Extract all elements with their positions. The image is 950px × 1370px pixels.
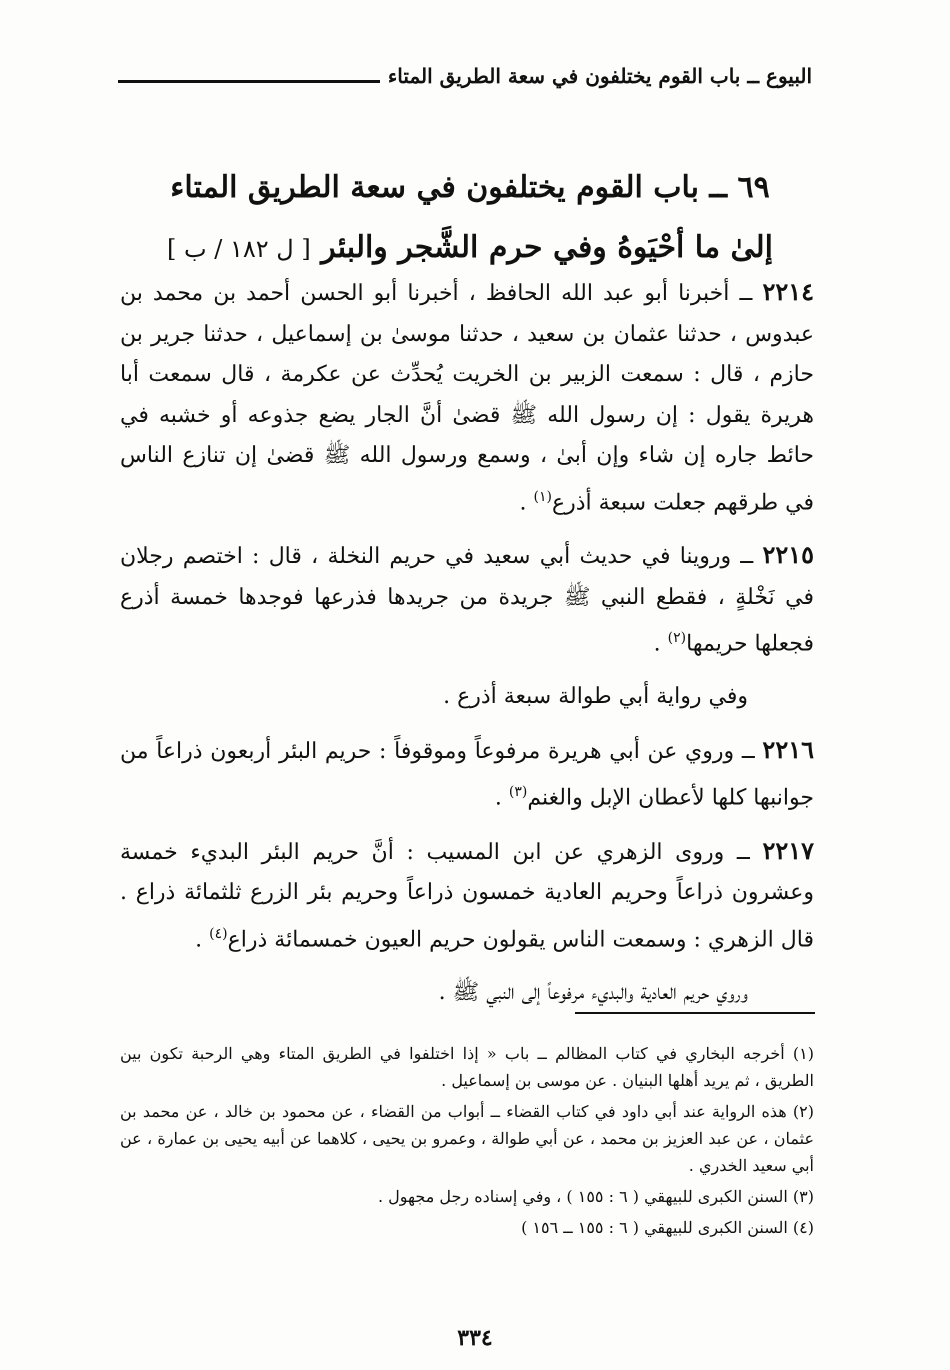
hadith-paragraph: ٢٢١٧ ــ وروى الزهري عن ابن المسيب : أنَّ حريم البئر البديء خمسة وعشرون ذراعاً وحريم العادية خمسون ذراعاً وحريم بئر الزرع ثلثمائة ذراع . قال الزهري : وسمعت الناس يقولون حريم العيون خمسمائة ذراع$^{(٤)}$ . — [120, 835, 814, 953]
hadith-number: ٢٢١٤ — [762, 277, 814, 306]
footnote-item: (٢) هذه الرواية عند أبي داود في كتاب القضاء ــ أبواب من القضاء ، عن محمود بن خالد ، عن محمد بن عثمان ، عن عبد العزيز بن محمد ، عن أبي طوالة ، وعمرو بن يحيى ، كلاهما عن أبيه يحيى بن عمارة ، عن أبي سعيد الخدري . — [120, 1102, 814, 1175]
narration-note: وفي رواية أبي طوالة سبعة أذرع . — [443, 684, 748, 710]
sentence-end: . — [195, 927, 210, 953]
running-header — [118, 58, 812, 94]
header-rule — [118, 80, 380, 83]
sentence-end: . — [653, 631, 668, 657]
hadith-number: ٢٢١٥ — [762, 540, 814, 570]
hadith-text: وروى الزهري عن ابن المسيب : أنَّ حريم البئر البديء خمسة وعشرون ذراعاً وحريم العادية خمسون ذراعاً وحريم بئر الزرع ثلثمائة ذراع . قال الزهري : وسمعت الناس يقولون حريم العيون خمسمائة ذراع — [120, 839, 814, 953]
hadith-paragraph: ٢٢١٥ ــ وروينا في حديث أبي سعيد في حريم النخلة ، قال : اختصم رجلان في نَخْلةٍ ، فقطع النبي ﷺ جريدة من جريدها فذرعها فوجدها خمسة أذرع فجعلها حريمها$^{(٢)}$ . — [120, 540, 814, 657]
chapter-title-line-2-text: إلىٰ ما أحْيَوهُ وفي حرم الشَّجر والبئر — [321, 230, 773, 265]
hadith-text: أخبرنا أبو عبد الله الحافظ ، أخبرنا أبو الحسن أحمد بن محمد بن عبدوس ، حدثنا عثمان بن سعيد ، حدثنا موسىٰ بن إسماعيل ، حدثنا جرير بن حازم ، قال : سمعت الزبير بن الخريت يُحدِّث عن عكرمة ، قال سمعت أبا هريرة يقول : إن رسول الله ﷺ قضىٰ أنَّ الجار يضع جذوعه أو خشبه في حائط جاره إن شاء وإن أبىٰ ، وسمع ورسول الله ﷺ قضىٰ إن تنازع الناس في طرقهم جعلت سبعة أذرع — [120, 281, 814, 515]
hadith-text: وروي عن أبي هريرة مرفوعاً وموقوفاً : حريم البئر أربعون ذراعاً من جوانبها كلها لأعطان الإبل والغنم — [120, 738, 814, 811]
footnote-marker: (٤) — [209, 925, 228, 942]
sentence-end: . — [519, 489, 534, 515]
footnote-marker: (١) — [533, 488, 552, 505]
footnote-item: (١) أخرجه البخاري في كتاب المظالم ــ باب « إذا اختلفوا في الطريق المتاء وهي الرحبة تكون بين الطريق ، ثم يريد أهلها البنيان . عن موسى بن إسماعيل . — [120, 1044, 815, 1090]
manuscript-reference: [ ل ١٨٢ / ب ] — [167, 235, 311, 263]
footnote-separator — [575, 1012, 815, 1014]
page-number: ٣٣٤ — [457, 1325, 493, 1351]
main-text — [120, 272, 814, 1025]
hadith-paragraph: ٢٢١٦ ــ وروي عن أبي هريرة مرفوعاً وموقوفاً : حريم البئر أربعون ذراعاً من جوانبها كلها لأعطان الإبل والغنم$^{(٣)}$ . — [120, 734, 814, 811]
footnotes — [120, 1040, 814, 1245]
sentence-end: . — [494, 785, 509, 811]
chapter-title-line-1: ٦٩ ــ باب القوم يختلفون في سعة الطريق المتاء — [170, 170, 770, 205]
running-head-text: البيوع ــ باب القوم يختلفون في سعة الطريق المتاء — [387, 64, 812, 88]
narration-note: وروي حريم العادية والبديء مرفوعاً إلى النبي ﷺ . — [438, 979, 748, 1005]
hadith-text: وروينا في حديث أبي سعيد في حريم النخلة ، قال : اختصم رجلان في نَخْلةٍ ، فقطع النبي ﷺ جريدة من جريدها فذرعها فوجدها خمسة أذرع فجعلها حريمها — [120, 544, 814, 657]
chapter-title — [120, 158, 820, 279]
hadith-number: ٢٢١٦ — [762, 734, 814, 764]
hadith-paragraph: ٢٢١٤ ــ أخبرنا أبو عبد الله الحافظ ، أخبرنا أبو الحسن أحمد بن محمد بن عبدوس ، حدثنا عثمان بن سعيد ، حدثنا موسىٰ بن إسماعيل ، حدثنا جرير بن حازم ، قال : سمعت الزبير بن الخريت يُحدِّث عن عكرمة ، قال سمعت أبا هريرة يقول : إن رسول الله ﷺ قضىٰ أنَّ الجار يضع جذوعه أو خشبه في حائط جاره إن شاء وإن أبىٰ ، وسمع ورسول الله ﷺ قضىٰ إن تنازع الناس في طرقهم جعلت سبعة أذرع$^{(١)}$ . — [120, 277, 814, 515]
footnote-marker: (٣) — [508, 784, 528, 801]
hadith-number: ٢٢١٧ — [762, 835, 814, 865]
footnote-item: (٣) السنن الكبرى للبيهقي ( ٦ : ١٥٥ ) ، وفي إسناده رجل مجهول . — [377, 1187, 814, 1206]
footnote-item: (٤) السنن الكبرى للبيهقي ( ٦ : ١٥٥ ــ ١٥٦ ) — [521, 1218, 814, 1237]
chapter-title-line-2 — [120, 218, 820, 279]
footnote-marker: (٢) — [667, 630, 687, 647]
